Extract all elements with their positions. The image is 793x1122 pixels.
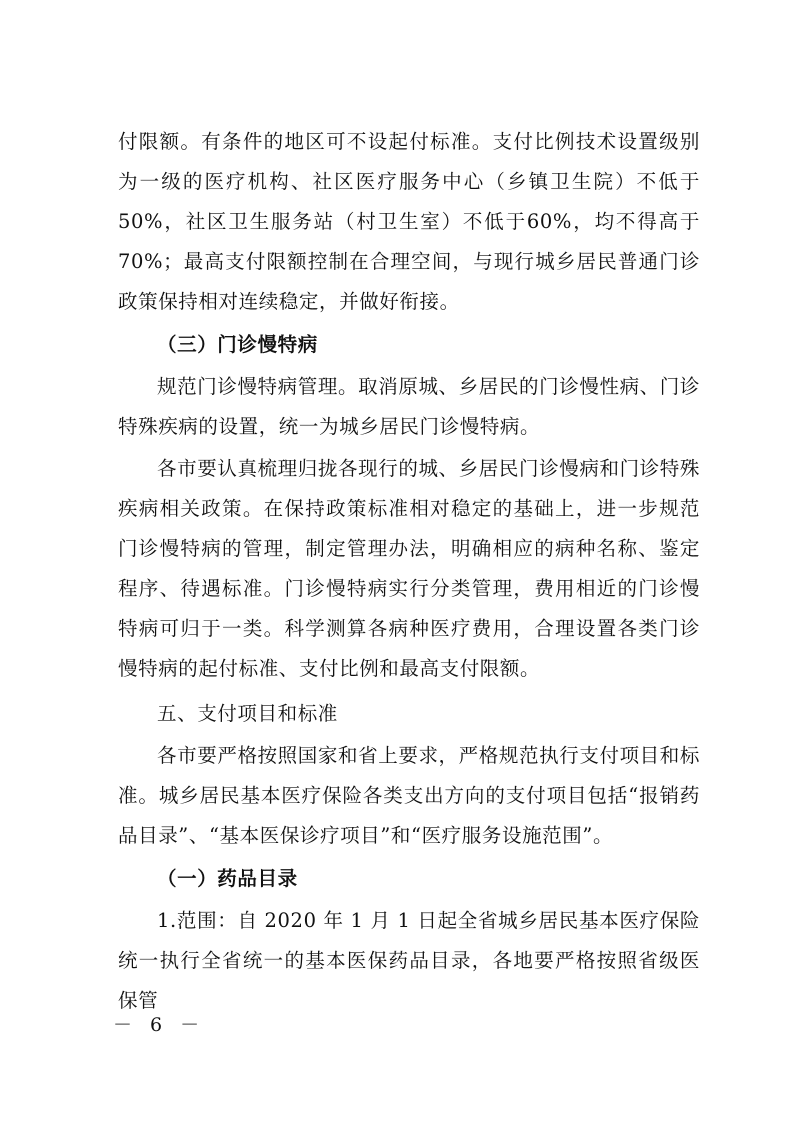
paragraph-city-policies: 各市要认真梳理归拢各现行的城、乡居民门诊慢病和门诊特殊疾病相关政策。在保持政策标准相对稳定的基础上，进一步规范门诊慢特病的管理，制定管理办法，明确相应的病种名称、鉴定程序、待遇标准。门诊慢特病实行分类管理，费用相近的门诊慢特病可归于一类。科学测算各病种医疗费用，合理设置各类门诊慢特病的起付标准、支付比例和最高支付限额。 — [118, 457, 700, 680]
page-number: － 6 － — [113, 1014, 206, 1036]
section-heading-drug-catalog: （一）药品目录 — [157, 867, 298, 890]
paragraph-drug-catalog-scope: 1.范围：自 2020 年 1 月 1 日起全省城乡居民基本医疗保险统一执行全省统一的基本医保药品目录，各地要严格按照省级医保管 — [118, 909, 700, 1012]
paragraph-payment-items: 各市要严格按照国家和省上要求，严格规范执行支付项目和标准。城乡居民基本医疗保险各类支出方向的支付项目包括“报销药品目录”、“基本医保诊疗项目”和“医疗服务设施范围”。 — [118, 744, 700, 847]
paragraph-payment-limits: 付限额。有条件的地区可不设起付标准。支付比例技术设置级别为一级的医疗机构、社区医疗服务中心（乡镇卫生院）不低于50%，社区卫生服务站（村卫生室）不低于60%，均不得高于70%；最高支付限额控制在合理空间，与现行城乡居民普通门诊政策保持相对连续稳定，并做好衔接。 — [118, 130, 700, 313]
paragraph-standardize-chronic-disease: 规范门诊慢特病管理。取消原城、乡居民的门诊慢性病、门诊特殊疾病的设置，统一为城乡居民门诊慢特病。 — [118, 375, 700, 438]
section-heading-payment-items: 五、支付项目和标准 — [157, 702, 338, 725]
section-heading-outpatient-chronic-disease: （三）门诊慢特病 — [157, 333, 318, 356]
